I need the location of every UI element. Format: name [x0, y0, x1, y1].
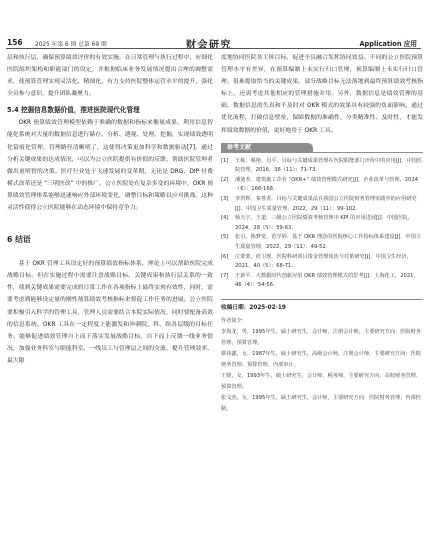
- page-number: 156: [7, 38, 23, 47]
- reference-item: [4] 杨天宇，王道．三级公立医院绩效考核管理中 KPI 的应用进展[J]．中国医院，2024，28（5）：59-63.: [221, 215, 413, 231]
- body-paragraph: 层和执行层，确保预算绩效评价的有效实施。在日常管理与执行过程中，应细化医院组织架构和职能部门的设定，并根据临床业务发展情况提出合理的调整需求，使预算管理实现灵活化、精细化，有力支持医院整体运营水平的提升，强化全员参与意识，提升团队凝聚力。: [7, 55, 213, 98]
- section-heading: 5.4 挖掘信息数据价值，推进医院现代化管理: [7, 106, 140, 115]
- reference-item: [3] 李洪辉，秦善香．目标与关键成果法在我国公立医院财务管理实践中的应用研究[J]．中国卫生质量管理，2022，29（11）：99-102.: [221, 196, 417, 212]
- references-list: [221, 157, 423, 291]
- right-column: [221, 52, 423, 550]
- received-divider: [221, 299, 423, 300]
- issue-info: 2025 年第 6 期 总第 69 期: [35, 42, 107, 48]
- author-intro-title: 作者简介：: [221, 317, 247, 324]
- body-paragraph: OKR 预算绩效管理模型依赖于准确的数据和指标来衡量成果，利用信息智能化系统对大量的数据信息进行储存、分析、透视、处理、挖掘，实现绩效透明化留痕化管理，管理路径清晰明了，这使得决策更加科学和数据驱动[7]。通过分析关键成果的达成情况，可以为公立医院提供有价值的反馈，帮助医院管理者做出更明智的决策。医疗行业处于飞速发展的变革期，无论是 DRG、DIP 付费模式改革还是 “三明医改” 中的推广，公立医院处在复杂多变的环境中，OKR 预算绩效管理体系能够迅速响应外部环境变化，调整目标和策略以应对挑战。这种灵活性使得公立医院能够在动态环境中保持竞争力。: [7, 120, 213, 212]
- received-date: 收稿日期：2025-02-19: [221, 304, 286, 311]
- reference-item: [1] 王栋，蔡艳，肖平．目标与关键成果管理在医院职能部门评价中的应用[J]．中国医院管理，2016，36（11）：71-73.: [221, 157, 423, 174]
- body-paragraph: 基于 OKR 管理工具设定好的预算绩效指标体系，理论上可以帮助医院完成战略目标。但在实施过程中需要注意战略目标、关键成果和执行层关系的一致性，使到关键成果需要完成的日常工作在各项指标上最终实现有效性，同时，需要考虑到能够设定量的刚性预算绩效考核指标来督促工作任务的进展。公立医院要积极引入科学的管理工具，管理人员需要结合本院实际情况，同时要配备高效的信息系统。OKR 工具在一定程度上能激发和冲刺院、科、组各层级的目标任务，能够促进绩效管理自上而下落实发展战略目标，自下而上反馈一线业务情况，加强业务科室与职能科室、一线员工与管理层之间的交流，提升管理效率，最大限: [7, 261, 213, 364]
- section-heading: 6 结语: [7, 235, 31, 245]
- reference-item: [5] 张引，陈梦觉，范学婷．基于 OKR 理念的医院核心工作指标体系建设[J]．中国卫生质量管理，2022，29（11）：49-52.: [221, 234, 421, 250]
- author-bio: 蔡伟鑫，女，1987年生，硕士研究生，高级会计师，注册会计师，主要研究方向：医院财务管理、预算管理、内部审计。: [221, 350, 421, 368]
- body-paragraph: 度地协同医院各主体目标，促进全员融合发挥协同效益。不同的公立医院预算管理水平有差异，在预算编制上未实行归口管理，预算编制上未实行归口管理，很难提取恰当的关键成果。部分战略目标无法落地到最终预算绩效考核指标上，还需考虑其他相应的管理措施并用。另外，数据信息是绩效管理的基础，数据信息的失真和不及时对 OKR 模式的效果具有较强的负面影响。通过优化流程，打破信息壁垒，保障数据的准确性、分类精准性、及时性，才能发挥绩效数据的价值，更好地用于 OKR 工具。: [221, 55, 423, 134]
- section-label: Application 应用: [359, 40, 417, 48]
- author-bio: 张文杰，女，1995年生，硕士研究生，会计师，主要研究方向：医院财务管理、内部控制。: [221, 394, 421, 412]
- reference-item: [2] 潘迪杰．建筑施工企业 “OKR+” 绩效管理模式研究[J]．企业改革与管理，2024（6）：166-168.: [221, 176, 418, 193]
- references-divider: [221, 152, 423, 153]
- journal-logo: 财会研究: [186, 40, 232, 51]
- references-section: [221, 143, 423, 291]
- left-column: [7, 52, 213, 550]
- page-header: [0, 0, 427, 50]
- header-divider: [6, 48, 421, 49]
- reference-item: [6] 庄蒙蒙，荷卫理．医院科研项目资金管理现状与对策研究[J]．中国卫生经济，2021，40（5）：68-71.: [221, 253, 412, 270]
- author-bio: 王媛，女，1993年生，硕士研究生，会计师，税务师，主要研究方向：高校财务管理、预算管理。: [221, 372, 421, 390]
- author-bio: 李海龙，男，1995年生，硕士研究生，会计师，注册会计师，主要研究方向：医院财务管理、预算管理。: [221, 328, 421, 346]
- reference-item: [7] 王新平．大数据时代创新应用 OKR 绩效管理模式的思考[J]．上海化工，2021，46（4）：54-56.: [221, 272, 419, 289]
- references-title: 参考文献: [221, 143, 313, 153]
